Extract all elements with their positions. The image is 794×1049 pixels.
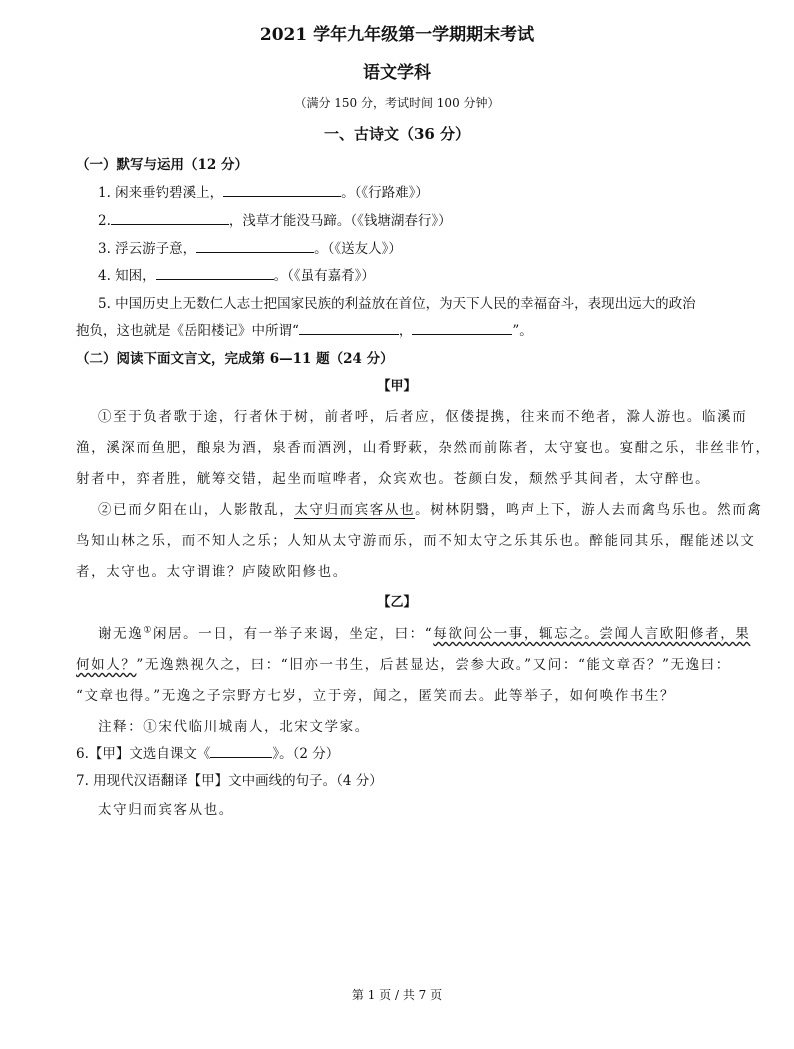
question-7: 7. 用现代汉语翻译【甲】文中画线的句子。（4 分） — [76, 773, 383, 789]
jia-paragraph-2-line-2: 鸟知山林之乐，而不知人之乐；人知从太守游而乐，而不知太守之乐其乐也。醉能同其乐，醒能述以文 — [76, 533, 756, 549]
question-3 — [98, 237, 402, 257]
yi-text: ”无逸熟视久之，曰：“旧亦一书生，后甚显达，尝参大政。”又问：“能文章否？”无逸曰： — [136, 657, 731, 673]
passage-yi-label: 【乙】 — [377, 595, 417, 610]
answer-blank[interactable] — [223, 183, 341, 198]
jia-paragraph-1-line-3: 射者中，弈者胜，觥筹交错，起坐而喧哗者，众宾欢也。苍颜白发，颓然乎其间者，太守醉也。 — [76, 471, 711, 487]
answer-blank[interactable] — [111, 211, 229, 226]
yi-line-3: “文章也得。”无逸之子宗野方七岁，立于旁，闻之，匿笑而去。此等举子，如何唤作书生？ — [76, 688, 676, 704]
yi-line-2 — [76, 653, 731, 673]
question-1-prefix: 1. 闲来垂钓碧溪上， — [98, 185, 224, 201]
part2-heading: （二）阅读下面文言文，完成第 6—11 题（24 分） — [76, 351, 394, 367]
passage-jia-label: 【甲】 — [377, 379, 417, 394]
question-5-mid: ， — [398, 323, 413, 339]
yi-text: 谢无逸 — [98, 626, 144, 642]
subject-title: 语文学科 — [363, 63, 431, 83]
answer-blank[interactable] — [299, 321, 399, 336]
answer-blank[interactable] — [156, 266, 274, 281]
wavy-underlined-sentence: 何如人？ — [76, 657, 137, 673]
jia-paragraph-2-line-1 — [98, 498, 763, 518]
question-6-suffix: 》。（2 分） — [272, 746, 340, 762]
question-5-suffix: ”。 — [512, 323, 533, 339]
jia-p2-text: 。树林阴翳，鸣声上下，游人去而禽鸟乐也。然而禽 — [415, 502, 763, 518]
question-4-suffix: 。（《虽有嘉肴》） — [273, 268, 375, 284]
question-4-prefix: 4. 知困， — [98, 268, 156, 284]
question-4 — [98, 264, 375, 284]
yi-footnote: 注释：①宋代临川城南人，北宋文学家。 — [98, 719, 370, 735]
question-5-line-2 — [76, 319, 533, 339]
footnote-marker: ① — [143, 625, 153, 636]
jia-paragraph-1-line-2: 渔，溪深而鱼肥，酿泉为酒，泉香而酒洌，山肴野蔌，杂然而前陈者，太守宴也。宴酣之乐，非丝非竹， — [76, 440, 771, 456]
answer-blank[interactable] — [412, 321, 512, 336]
question-3-prefix: 3. 浮云游子意， — [98, 241, 197, 257]
question-2 — [98, 209, 452, 229]
answer-blank[interactable] — [210, 744, 272, 759]
question-5-line-1: 5. 中国历史上无数仁人志士把国家民族的利益放在首位，为天下人民的幸福奋斗，表现出远大的政治 — [98, 296, 696, 312]
underlined-sentence: 太守归而宾客从也 — [294, 502, 416, 518]
question-7-sentence: 太守归而宾客从也。 — [98, 802, 234, 818]
section-heading-ancient-poetry: 一、古诗文（36 分） — [323, 125, 471, 143]
question-1-suffix: 。（《行路难》） — [341, 185, 429, 201]
exam-title: 2021 学年九年级第一学期期末考试 — [259, 25, 535, 45]
question-6 — [76, 742, 339, 762]
question-2-suffix: ，浅草才能没马蹄。（《钱塘湖春行》） — [228, 213, 452, 229]
jia-p2-text: ②已而夕阳在山，人影散乱， — [98, 502, 295, 518]
score-time-note: （满分 150 分，考试时间 100 分钟） — [294, 96, 500, 110]
page-number: 第 1 页 / 共 7 页 — [351, 988, 443, 1002]
jia-paragraph-2-line-3: 者，太守也。太守谓谁？庐陵欧阳修也。 — [76, 564, 348, 580]
question-1 — [98, 181, 429, 201]
jia-paragraph-1-line-1: ①至于负者歌于途，行者休于树，前者呼，后者应，伛偻提携，往来而不绝者，滁人游也。临溪而 — [98, 409, 748, 425]
question-3-suffix: 。（《送友人》） — [314, 241, 402, 257]
yi-text: 闲居。一日，有一举子来谒，坐定，曰：“ — [152, 626, 434, 642]
wavy-underlined-sentence: 每欲问公一事，辄忘之。尝闻人言欧阳修者，果 — [433, 626, 751, 642]
yi-line-1 — [98, 622, 751, 642]
question-6-prefix: 6.【甲】文选自课文《 — [76, 746, 211, 762]
answer-blank[interactable] — [196, 239, 314, 254]
part1-heading: （一）默写与运用（12 分） — [76, 157, 248, 173]
question-5-prefix: 抱负，这也就是《岳阳楼记》中所谓“ — [76, 323, 299, 339]
question-2-prefix: 2. — [98, 213, 111, 229]
